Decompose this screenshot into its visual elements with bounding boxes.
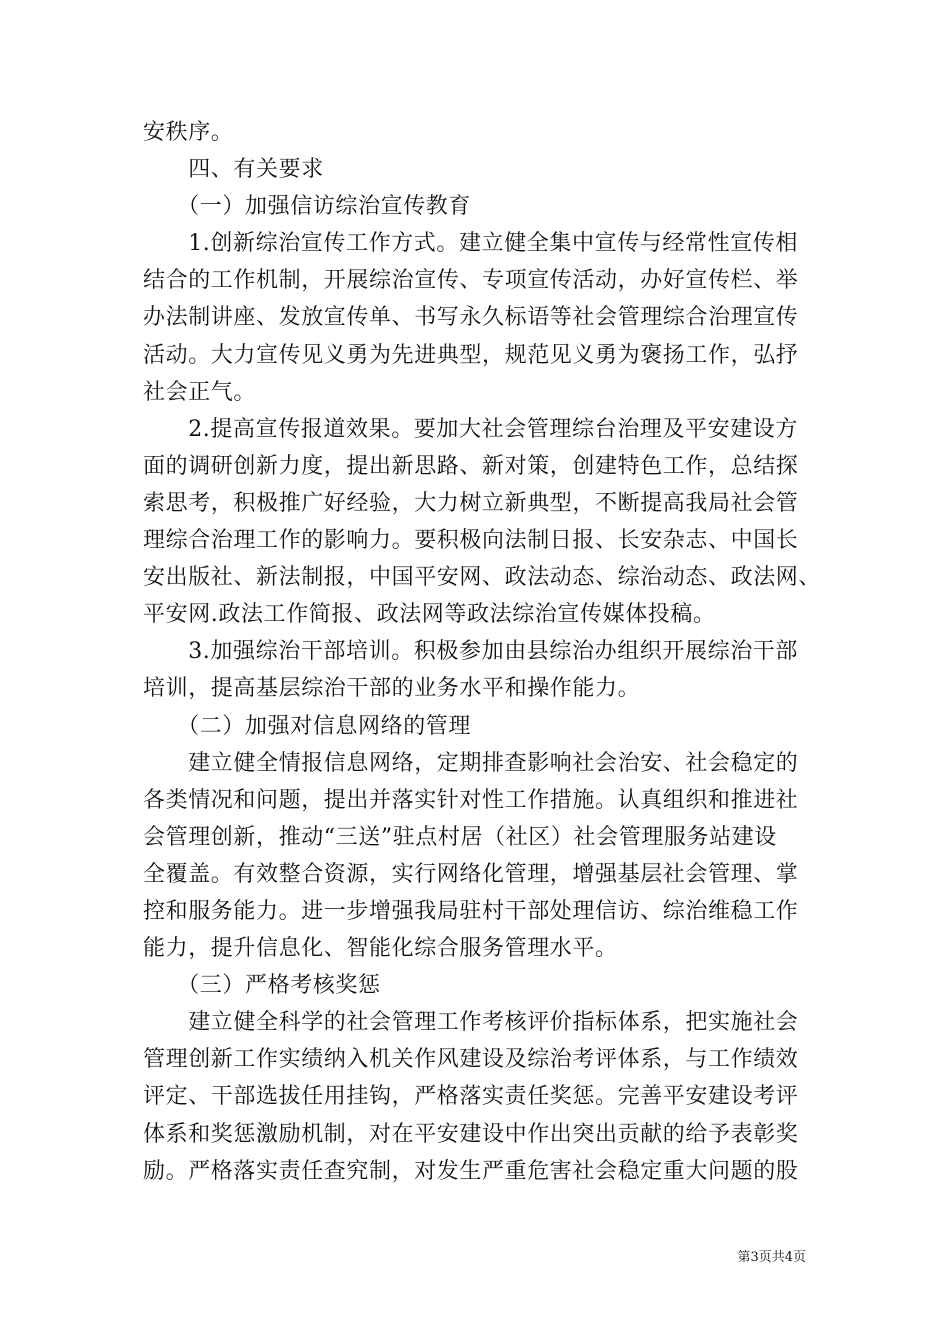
text-line: 索思考，积极推广好经验，大力树立新典型，不断提高我局社会管	[143, 490, 799, 516]
text-line: 结合的工作机制，开展综治宣传、专项宣传活动，办好宣传栏、举	[143, 268, 799, 294]
text-line: 活动。大力宣传见义勇为先进典型，规范见义勇为褒扬工作，弘抒	[143, 342, 799, 368]
text-line: 3.加强综治干部培训。积极参加由县综治办组织开展综治干部	[143, 639, 798, 665]
text-line: 办法制讲座、发放宣传单、书写永久标语等社会管理综合治理宣传	[143, 305, 799, 331]
text-line: 2.提高宣传报道效果。要加大社会管理综台治理及平安建设方	[143, 416, 798, 442]
text-line: 社会正气。	[143, 379, 257, 405]
section-heading: 四、有关要求	[143, 157, 324, 183]
text-line: 安秩序。	[143, 120, 234, 145]
text-line: 体系和奖惩激励机制，对在平安建设中作出突出贡献的给予表彰奖	[143, 1121, 799, 1147]
text-line: 理综合治理工作的影响力。要积极向法制日报、长安杂志、中国长	[143, 528, 799, 554]
text-line: 全覆盖。有效整合资源，实行网络化管理，增强基层社会管理、掌	[143, 861, 799, 887]
text-line: 建立健全科学的社会管理工作考核评价指标体系，把实施社会	[143, 1010, 799, 1036]
text-line: 会管理创新，推动“三送”驻点村居（社区）社会管理服务站建设	[143, 824, 777, 850]
subsection-heading: （一）加强信访综治宣传教育	[143, 194, 472, 220]
document-body	[143, 114, 822, 1190]
subsection-heading: （三）严格考核奖惩	[143, 973, 381, 999]
text-line: 面的调研创新力度，提出新思路、新对策，创建特色工作，总结探	[143, 453, 799, 479]
text-line: 培训，提高基层综治干部的业务水平和操作能力。	[143, 676, 641, 702]
text-line: 能力，提升信息化、智能化综合服务管理水平。	[143, 936, 618, 962]
text-line: 建立健全情报信息网络，定期排查影响社会治安、社会稳定的	[143, 750, 799, 776]
text-line: 励。严格落实责任查究制，对发生严重危害社会稳定重大问题的股	[143, 1158, 799, 1184]
subsection-heading: （二）加强对信息网络的管理	[143, 713, 472, 739]
text-line: 1.创新综治宣传工作方式。建立健全集中宣传与经常性宣传相	[143, 231, 798, 257]
text-line: 评定、干部选拔任用挂钩，严格落实责任奖惩。完善平安建设考评	[143, 1084, 799, 1110]
text-line: 安出版社、新法制报，中国平安网、政法动态、综治动态、政法网、	[143, 565, 822, 591]
page-number: 第3页共4页	[737, 1250, 806, 1265]
text-line: 控和服务能力。进一步增强我局驻村干部处理信访、综治维稳工作	[143, 898, 799, 924]
text-line: 管理创新工作实绩纳入机关作风建设及综治考评体系，与工作绩效	[143, 1047, 799, 1073]
text-line: 平安网.政法工作简报、政法网等政法综治宣传媒体投稿。	[143, 602, 716, 628]
text-line: 各类情况和问题，提出并落实针对性工作措施。认真组织和推进社	[143, 787, 799, 813]
